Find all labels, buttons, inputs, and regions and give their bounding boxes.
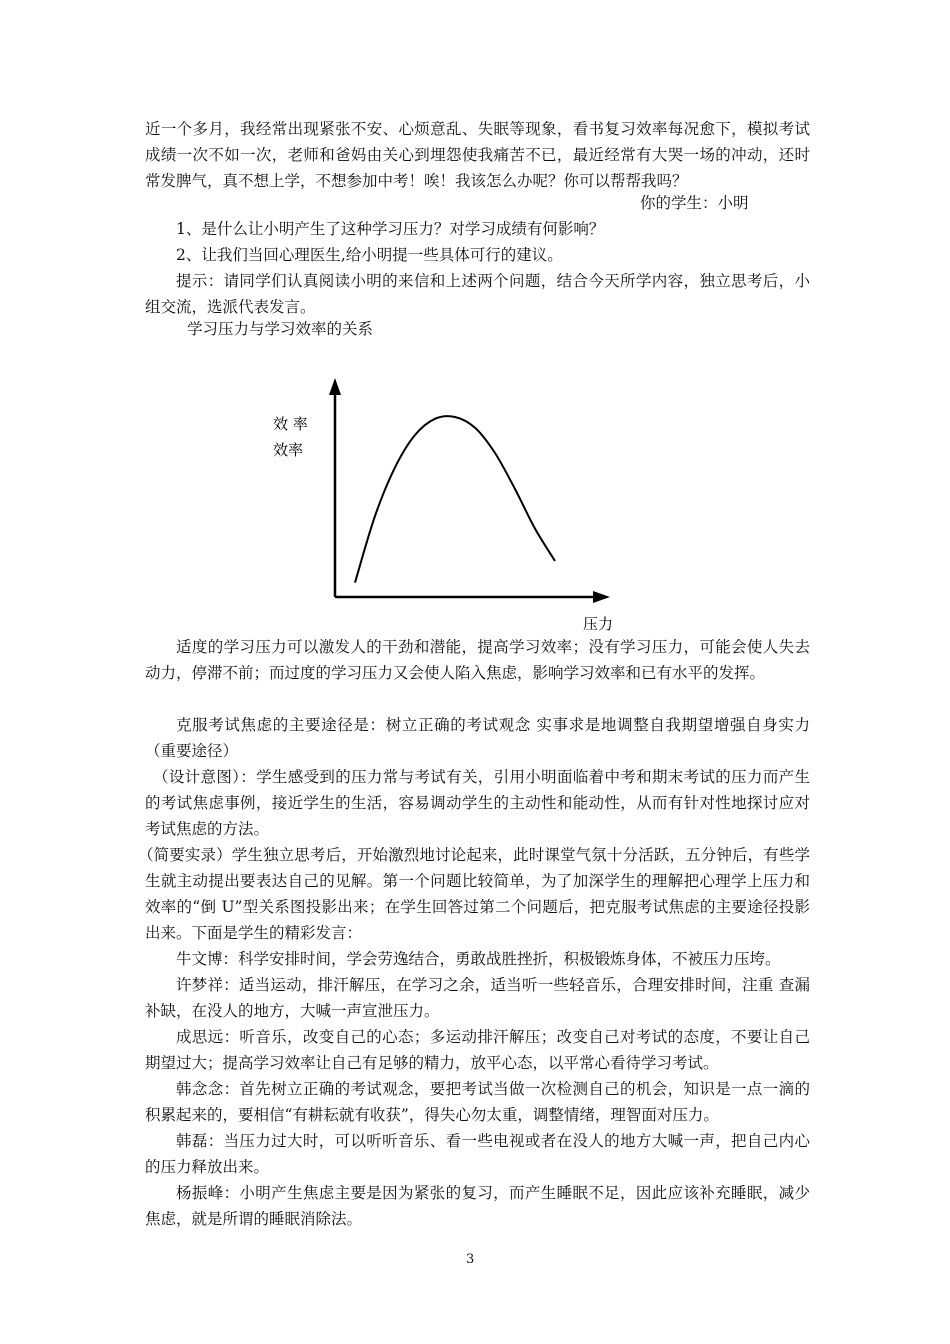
chart-title: 学习压力与学习效率的关系 <box>187 320 374 338</box>
efficiency-curve <box>355 416 555 582</box>
letter-signature: 你的学生：小明 <box>640 194 749 212</box>
student-speech-1: 牛文博：科学安排时间，学会劳逸结合，勇敢战胜挫折，积极锻炼身体，不被压力压垮。 <box>176 950 781 968</box>
y-axis-label-2: 效率 <box>273 441 304 459</box>
question-2: 2、让我们当回心理医生,给小明提一些具体可行的建议。 <box>176 246 563 264</box>
x-axis-label: 压力 <box>583 615 614 633</box>
inverted-u-chart <box>250 365 630 640</box>
page-number: 3 <box>466 1252 475 1267</box>
student-speech-3: 成思远：听音乐，改变自己的心态；多运动排汗解压；改变自己对考试的态度，不要让自己期望过大；提高学习效率让自己有足够的精力，放平心态，以平常心看待学习考试。 <box>145 1028 810 1072</box>
student-speech-4: 韩念念：首先树立正确的考试观念，要把考试当做一次检测自己的机会，知识是一点一滴的积累起来的，要相信“有耕耘就有收获”，得失心勿太重，调整情绪，理智面对压力。 <box>145 1080 810 1124</box>
student-speech-2: 许梦祥：适当运动，排汗解压，在学习之余，适当听一些轻音乐，合理安排时间，注重 查漏补缺，在没人的地方，大喊一声宣泄压力。 <box>145 976 810 1020</box>
letter-body: 近一个多月，我经常出现紧张不安、心烦意乱、失眠等现象，看书复习效率每况愈下，模拟考试成绩一次不如一次，老师和爸妈由关心到埋怨使我痛苦不已，最近经常有大哭一场的冲动，还时常发脾气，真不想上学，不想参加中考！唉！我该怎么办呢？你可以帮帮我吗？ <box>145 120 810 190</box>
question-1: 1、是什么让小明产生了这种学习压力？对学习成绩有何影响？ <box>176 220 605 238</box>
y-axis-label-1: 效 率 <box>273 415 308 433</box>
student-speech-5: 韩磊：当压力过大时，可以听听音乐、看一些电视或者在没人的地方大喊一声，把自己内心的压力释放出来。 <box>145 1132 810 1176</box>
student-speech-6: 杨振峰：小明产生焦虑主要是因为紧张的复习，而产生睡眠不足，因此应该补充睡眠，减少焦虑，就是所谓的睡眠消除法。 <box>145 1184 810 1228</box>
y-axis-arrow <box>329 378 341 395</box>
moderate-pressure-paragraph: 适度的学习压力可以激发人的干劲和潜能，提高学习效率；没有学习压力，可能会使人失去动力，停滞不前；而过度的学习压力又会使人陷入焦虑，影响学习效率和已有水平的发挥。 <box>145 638 810 682</box>
x-axis-arrow <box>593 591 610 603</box>
class-record-paragraph: （简要实录）学生独立思考后，开始激烈地讨论起来，此时课堂气氛十分活跃，五分钟后，有些学生就主动提出要表达自己的见解。第一个问题比较简单，为了加深学生的理解把心理学上压力和效率的“倒 U”型关系图投影出来；在学生回答过第二个问题后，把克服考试焦虑的主要途径投影出来。下面是学生的精彩发言： <box>138 846 810 942</box>
design-intent-paragraph: （设计意图）：学生感受到的压力常与考试有关，引用小明面临着中考和期末考试的压力而产生的考试焦虑事例，接近学生的生活，容易调动学生的主动性和能动性，从而有针对性地探讨应对考试焦虑的方法。 <box>145 768 810 838</box>
hint-paragraph: 提示：请同学们认真阅读小明的来信和上述两个问题，结合今天所学内容，独立思考后，小组交流，选派代表发言。 <box>145 272 810 316</box>
overcome-anxiety-paragraph: 克服考试焦虑的主要途径是：树立正确的考试观念 实事求是地调整自我期望增强自身实力（重要途径） <box>145 716 810 760</box>
